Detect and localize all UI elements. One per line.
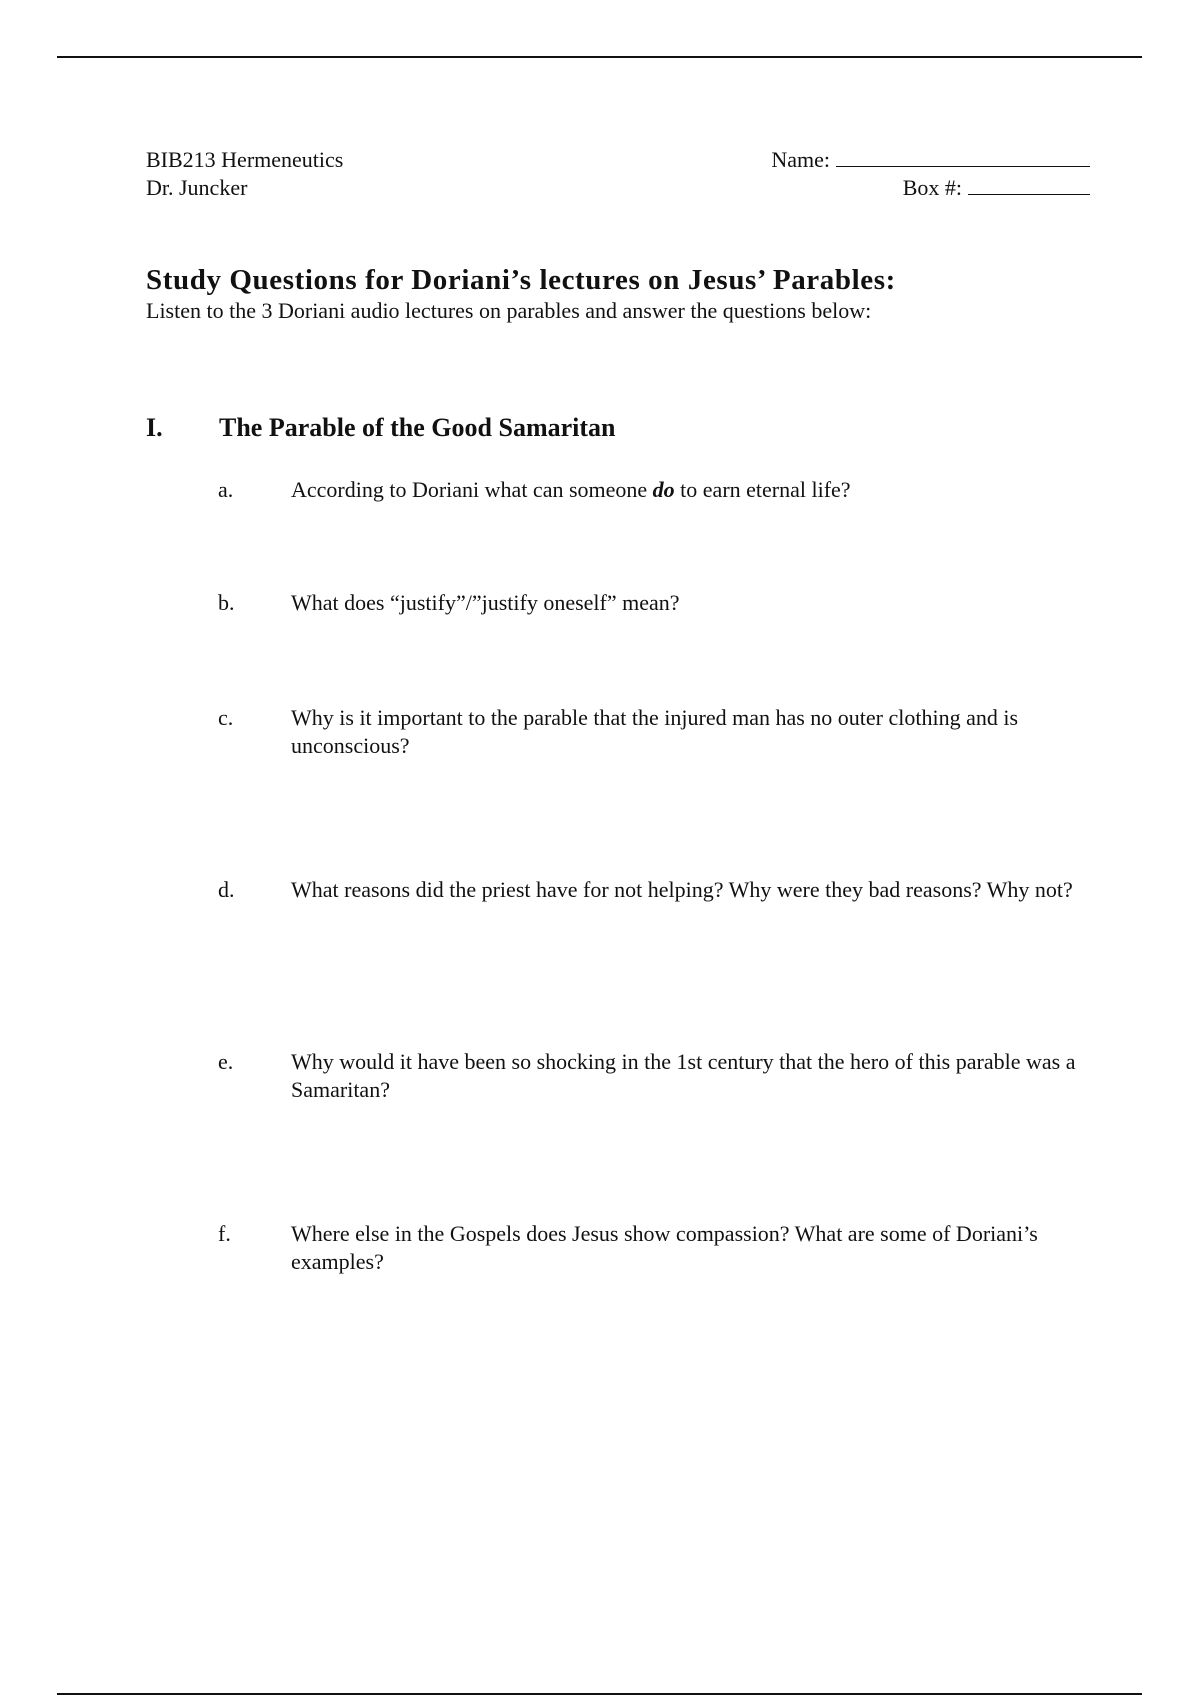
section-heading <box>146 413 616 443</box>
instructor-name: Dr. Juncker <box>146 175 248 200</box>
name-blank[interactable] <box>836 146 1090 167</box>
question-letter: d. <box>218 877 235 902</box>
question-c <box>218 704 1091 760</box>
name-row <box>700 146 1090 174</box>
box-row <box>700 174 1090 202</box>
question-a <box>218 476 1091 504</box>
question-text: Why would it have been so shocking in the 1st century that the hero of this parable was a Samaritan? <box>291 1049 1076 1102</box>
question-text: Why is it important to the parable that the injured man has no outer clothing and is unconscious? <box>291 705 1019 758</box>
question-letter: e. <box>218 1049 234 1074</box>
section-number: I. <box>146 413 163 442</box>
question-text: What reasons did the priest have for not helping? Why were they bad reasons? Why not? <box>291 877 1073 902</box>
question-letter: b. <box>218 590 235 615</box>
box-blank[interactable] <box>968 174 1090 195</box>
emphasis-do: do <box>652 477 675 502</box>
question-letter: a. <box>218 477 234 502</box>
box-label: Box #: <box>902 175 962 200</box>
instructions: Listen to the 3 Doriani audio lectures on parables and answer the questions below: <box>146 298 872 323</box>
question-e <box>218 1048 1091 1104</box>
course-title: BIB213 Hermeneutics <box>146 147 344 172</box>
student-info <box>700 146 1090 202</box>
page-title: Study Questions for Doriani’s lectures on Jesus’ Parables: <box>146 264 896 296</box>
section-title: The Parable of the Good Samaritan <box>219 413 616 442</box>
question-text: According to Doriani what can someone do to earn eternal life? <box>291 477 851 502</box>
question-text: What does “justify”/”justify oneself” mean? <box>291 590 680 615</box>
question-f <box>218 1220 1091 1276</box>
question-b <box>218 589 1091 617</box>
question-text: Where else in the Gospels does Jesus show compassion? What are some of Doriani’s examples? <box>291 1221 1038 1274</box>
top-rule <box>57 56 1142 58</box>
name-label: Name: <box>771 147 830 172</box>
question-letter: c. <box>218 705 234 730</box>
question-letter: f. <box>218 1221 231 1246</box>
bottom-rule <box>57 1693 1142 1695</box>
question-d <box>218 876 1091 904</box>
course-header <box>146 146 343 202</box>
